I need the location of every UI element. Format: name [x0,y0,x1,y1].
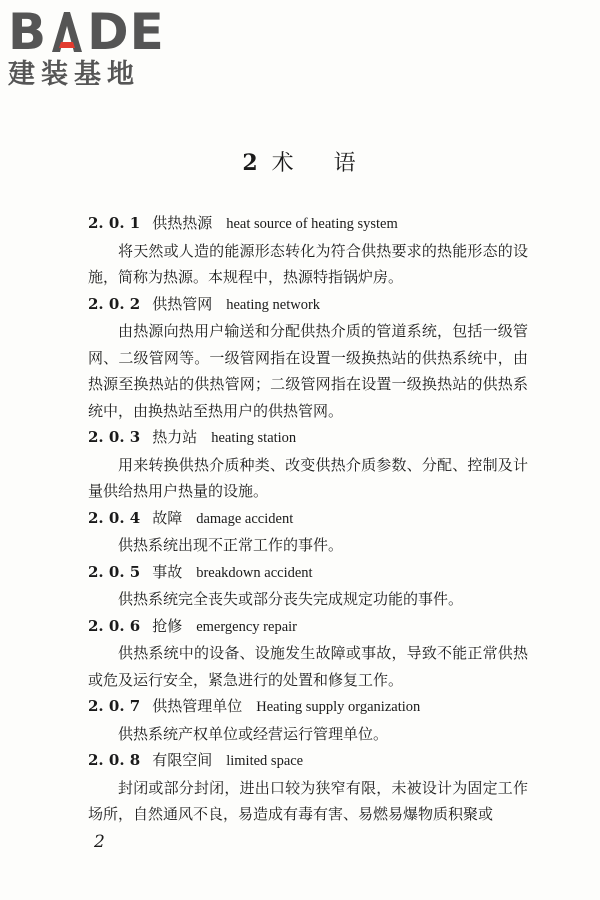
term-english: Heating supply organization [256,699,421,715]
brand-wordmark [8,3,178,61]
term-chinese: 故障 [152,508,183,527]
term-english: limited space [226,753,304,769]
term-heading [88,693,528,721]
term-heading [88,505,528,533]
term-definition: 供热系统出现不正常工作的事件。 [118,536,344,554]
brand-letters-de: DE [87,3,165,61]
term-chinese: 有限空间 [152,751,213,769]
term-code: 2. 0. 4 [88,508,141,527]
term-code: 2. 0. 5 [88,562,141,581]
chapter-number: 2 [242,150,260,176]
term-definition: 供热系统产权单位或经营运行管理单位。 [118,724,389,743]
term-english: emergency repair [196,618,297,635]
term-code: 2. 0. 3 [88,428,141,446]
term-definition: 由热源向热用户输送和分配供热介质的管道系统，包括一级管网、二级管网等。一级管网指在设置一级换热站的供热系统中，由热源至换热站的供热管网；二级管网指在设置一级换热站的供热系统中，由换热站至热用户的供热管网。 [88,322,528,420]
term-definition: 封闭或部分封闭，进出口较为狭窄有限，未被设计为固定工作场所，自然通风不良，易造成有毒有害、易燃易爆物质积聚或 [88,778,528,823]
term-english: damage accident [196,510,294,527]
term-definition: 用来转换供热介质种类、改变供热介质参数、分配、控制及计量供给热用户热量的设施。 [88,455,528,500]
chapter-title [0,146,600,177]
brand-logo [8,3,178,90]
term-chinese: 抢修 [152,616,183,635]
brand-letter-a-icon [49,12,85,52]
term-chinese: 供热管理单位 [152,697,243,715]
term-english: breakdown accident [196,564,313,581]
chapter-title-char-1: 术 [271,151,296,176]
term-code: 2. 0. 8 [88,751,141,769]
term-code: 2. 0. 6 [88,616,141,635]
term-code: 2. 0. 2 [88,294,141,313]
term-heading [88,210,528,238]
term-english: heating station [211,430,297,446]
term-chinese: 供热管网 [152,294,213,313]
term-heading [88,559,528,587]
term-code: 2. 0. 7 [88,697,141,715]
term-code: 2. 0. 1 [88,214,141,232]
term-chinese: 热力站 [152,428,198,446]
page-number: 2 [94,832,105,852]
term-definition: 供热系统完全丧失或部分丧失完成规定功能的事件。 [118,590,464,608]
brand-letter-b: B [8,3,48,61]
term-heading [88,613,528,641]
term-definition: 将天然或人造的能源形态转化为符合供热要求的热能形态的设施，简称为热源。本规程中，热源特指锅炉房。 [88,241,528,286]
term-english: heating network [226,296,321,313]
brand-chinese-name: 建装基地 [8,59,140,90]
term-heading [88,747,528,775]
term-heading [88,424,528,452]
term-chinese: 供热热源 [152,214,213,232]
chapter-title-char-2: 语 [333,151,358,176]
term-chinese: 事故 [152,562,183,581]
term-definition: 供热系统中的设备、设施发生故障或事故，导致不能正常供热或危及运行安全，紧急进行的处置和修复工作。 [88,644,528,689]
term-english: heat source of heating system [226,216,398,232]
terms-list [88,210,528,828]
term-heading [88,291,528,319]
